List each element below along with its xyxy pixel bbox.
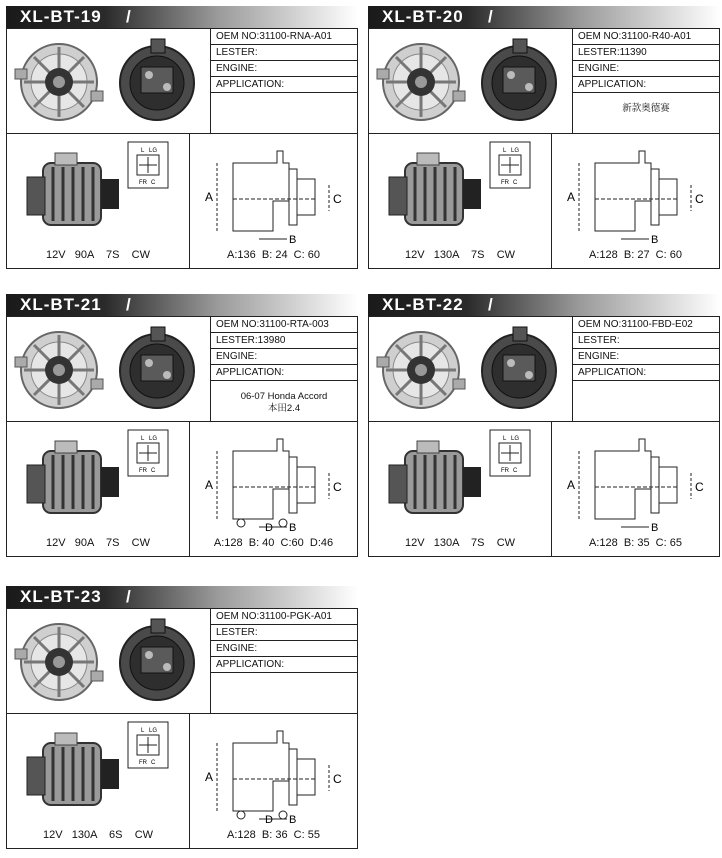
product-card: [6, 586, 358, 848]
divider: [369, 133, 719, 134]
lester-number: LESTER:: [211, 625, 357, 641]
application-field: APPLICATION:: [211, 365, 357, 381]
alternator-front-photo: [375, 325, 467, 415]
divider: [551, 421, 552, 556]
dimension-label-b: B: [289, 234, 297, 246]
connector-label-fr: FR: [501, 468, 509, 474]
lester-number: LESTER:: [573, 333, 719, 349]
oem-number: OEM NO:31100-FBD-E02: [573, 317, 719, 333]
application-note-line1: 新款奥德赛: [622, 103, 670, 114]
header-slash: /: [488, 7, 493, 26]
dimension-label-d: D: [265, 814, 273, 826]
connector-label-c: C: [513, 468, 518, 474]
product-card: [6, 294, 358, 556]
card-frame: [6, 316, 358, 557]
connector-label-c: C: [151, 468, 156, 474]
oem-number: OEM NO:31100-R40-A01: [573, 29, 719, 45]
divider: [189, 421, 190, 556]
alternator-rear-photo: [111, 617, 203, 707]
application-field: APPLICATION:: [211, 77, 357, 93]
dimension-label-b: B: [651, 234, 659, 246]
connector-diagram: [127, 721, 169, 769]
connector-diagram: [127, 141, 169, 189]
electrical-spec: 12V 90A 7S CW: [46, 537, 150, 549]
alternator-rear-photo: [473, 37, 565, 127]
application-note: [211, 381, 357, 415]
dimension-drawing: [197, 427, 347, 535]
mounting-hole: [237, 811, 245, 819]
engine-field: ENGINE:: [573, 349, 719, 365]
dimension-label-c: C: [333, 480, 342, 494]
header-slash: /: [126, 295, 131, 314]
spec-table: [211, 317, 357, 415]
engine-field: ENGINE:: [211, 61, 357, 77]
connector-label-l: L: [503, 436, 507, 442]
application-field: APPLICATION:: [211, 657, 357, 673]
dimension-label-c: C: [695, 480, 704, 494]
dimension-label-b: B: [289, 522, 297, 534]
dimension-label-a: A: [205, 478, 214, 492]
product-code: XL-BT-22: [382, 295, 464, 314]
alternator-side-photo: [25, 439, 125, 527]
dimension-label-a: A: [205, 770, 214, 784]
connector-label-lg: LG: [511, 148, 520, 154]
oem-number: OEM NO:31100-PGK-A01: [211, 609, 357, 625]
connector-label-lg: LG: [149, 148, 158, 154]
alternator-rear-photo: [473, 325, 565, 415]
dimension-label-a: A: [205, 190, 214, 204]
dimension-label-a: A: [567, 190, 576, 204]
connector-label-lg: LG: [149, 436, 158, 442]
header-slash: /: [126, 587, 131, 606]
alternator-side-photo: [387, 151, 487, 239]
alternator-side-photo: [25, 151, 125, 239]
application-field: APPLICATION:: [573, 365, 719, 381]
product-card: [368, 294, 720, 556]
card-frame: [368, 316, 720, 557]
card-header: [6, 294, 358, 316]
connector-label-c: C: [151, 760, 156, 766]
dimension-values: A:128 B: 36 C: 55: [227, 829, 320, 841]
divider: [189, 133, 190, 268]
alternator-side-photo: [25, 731, 125, 819]
dimension-drawing: [559, 427, 709, 535]
card-header: [368, 6, 720, 28]
connector-label-c: C: [513, 180, 518, 186]
dimension-drawing: [197, 719, 347, 827]
dimension-values: A:128 B: 35 C: 65: [589, 537, 682, 549]
dimension-drawing: [197, 139, 347, 247]
electrical-spec: 12V 130A 6S CW: [42, 829, 154, 841]
connector-label-l: L: [503, 148, 507, 154]
lester-number: LESTER:: [211, 45, 357, 61]
application-note: [573, 93, 719, 115]
product-card: [6, 6, 358, 268]
dimension-label-b: B: [651, 522, 659, 534]
engine-field: ENGINE:: [211, 641, 357, 657]
dimension-values: A:128 B: 27 C: 60: [589, 249, 682, 261]
connector-label-c: C: [151, 180, 156, 186]
product-code: XL-BT-19: [20, 7, 102, 26]
connector-label-l: L: [141, 148, 145, 154]
dimension-label-c: C: [695, 192, 704, 206]
header-slash: /: [126, 7, 131, 26]
application-note: [211, 93, 357, 103]
divider: [551, 133, 552, 268]
connector-label-fr: FR: [139, 468, 147, 474]
card-frame: [6, 28, 358, 269]
product-code: XL-BT-20: [382, 7, 464, 26]
spec-table: [573, 29, 719, 115]
dimension-label-a: A: [567, 478, 576, 492]
dimension-drawing: [559, 139, 709, 247]
alternator-front-photo: [13, 617, 105, 707]
spec-table: [211, 609, 357, 683]
dimension-label-d: D: [265, 522, 273, 534]
dimension-values: A:128 B: 40 C:60 D:46: [213, 537, 334, 549]
divider: [7, 133, 357, 134]
card-header: [6, 6, 358, 28]
connector-diagram: [489, 141, 531, 189]
mounting-hole: [279, 811, 287, 819]
connector-label-fr: FR: [139, 180, 147, 186]
engine-field: ENGINE:: [573, 61, 719, 77]
alternator-rear-photo: [111, 37, 203, 127]
connector-diagram: [127, 429, 169, 477]
mounting-hole: [237, 519, 245, 527]
card-frame: [368, 28, 720, 269]
connector-label-fr: FR: [501, 180, 509, 186]
lester-number: LESTER:11390: [573, 45, 719, 61]
connector-diagram: [489, 429, 531, 477]
card-header: [6, 586, 358, 608]
divider: [189, 713, 190, 848]
alternator-front-photo: [13, 37, 105, 127]
application-note-line2: 本田2.4: [267, 403, 301, 414]
dimension-label-b: B: [289, 814, 297, 826]
dimension-values: A:136 B: 24 C: 60: [227, 249, 320, 261]
application-note: [211, 673, 357, 683]
oem-number: OEM NO:31100-RTA-003: [211, 317, 357, 333]
divider: [369, 421, 719, 422]
application-note: [573, 381, 719, 391]
connector-label-l: L: [141, 436, 145, 442]
header-slash: /: [488, 295, 493, 314]
dimension-label-c: C: [333, 772, 342, 786]
alternator-rear-photo: [111, 325, 203, 415]
application-field: APPLICATION:: [573, 77, 719, 93]
connector-label-fr: FR: [139, 760, 147, 766]
oem-number: OEM NO:31100-RNA-A01: [211, 29, 357, 45]
dimension-label-c: C: [333, 192, 342, 206]
divider: [7, 713, 357, 714]
application-note-line1: 06-07 Honda Accord: [240, 391, 328, 402]
alternator-front-photo: [13, 325, 105, 415]
spec-table: [211, 29, 357, 103]
product-code: XL-BT-23: [20, 587, 102, 606]
connector-label-lg: LG: [149, 728, 158, 734]
engine-field: ENGINE:: [211, 349, 357, 365]
alternator-front-photo: [375, 37, 467, 127]
card-header: [368, 294, 720, 316]
lester-number: LESTER:13980: [211, 333, 357, 349]
electrical-spec: 12V 130A 7S CW: [404, 537, 516, 549]
connector-label-l: L: [141, 728, 145, 734]
product-card: [368, 6, 720, 268]
connector-label-lg: LG: [511, 436, 520, 442]
card-frame: [6, 608, 358, 849]
divider: [7, 421, 357, 422]
spec-table: [573, 317, 719, 391]
electrical-spec: 12V 90A 7S CW: [46, 249, 150, 261]
alternator-side-photo: [387, 439, 487, 527]
product-code: XL-BT-21: [20, 295, 102, 314]
electrical-spec: 12V 130A 7S CW: [404, 249, 516, 261]
mounting-hole: [279, 519, 287, 527]
